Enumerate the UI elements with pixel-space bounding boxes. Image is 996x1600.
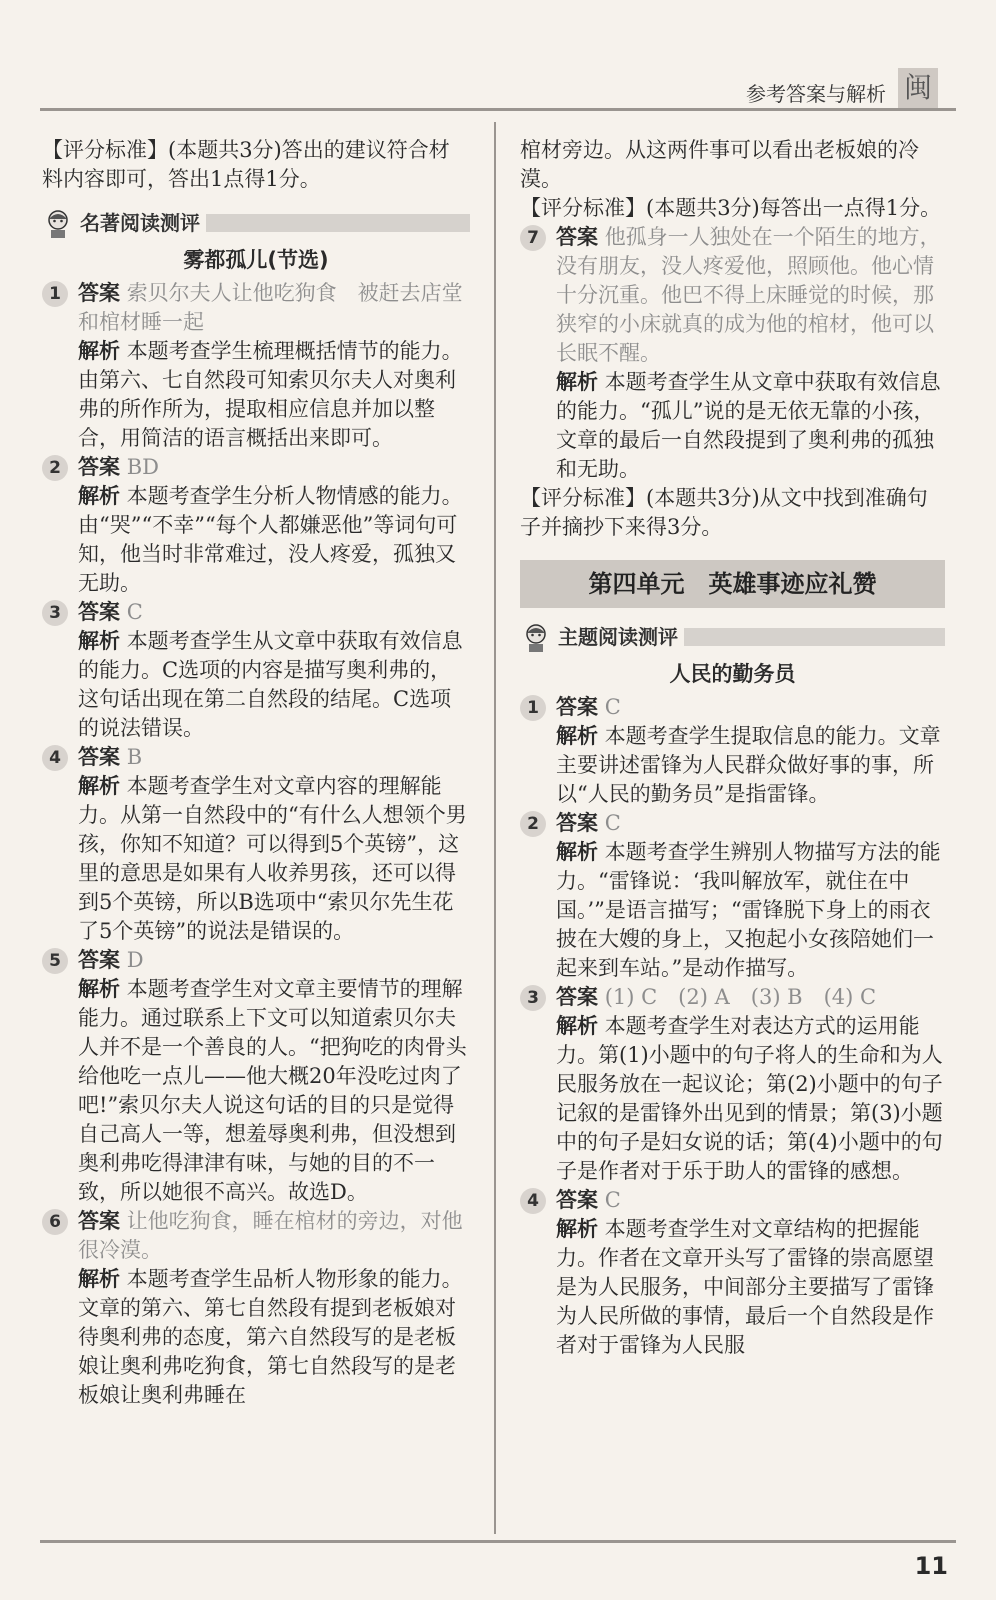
section-header [520, 620, 945, 654]
page-header [0, 0, 996, 120]
answer-label: 答案 [78, 281, 120, 305]
answer-text: C [604, 811, 621, 835]
question-item [520, 1186, 945, 1360]
footer-rule [40, 1540, 956, 1543]
analysis-label: 解析 [556, 1217, 598, 1241]
left-column [42, 136, 470, 1410]
region-badge: 闽 [898, 68, 938, 108]
section-title: 名著阅读测评 [80, 210, 200, 235]
answer-label: 答案 [78, 1209, 120, 1233]
page-number: 11 [914, 1552, 948, 1580]
question-item [42, 743, 470, 946]
question-item [42, 279, 470, 453]
analysis-text: 本题考查学生分析人物情感的能力。由“哭”“不幸”“每个人都嫌恶他”等词句可知，他当时非常难过，没人疼爱，孤独又无助。 [78, 484, 463, 595]
analysis-text: 本题考查学生提取信息的能力。文章主要讲述雷锋为人民群众做好事的事，所以“人民的勤务员”是指雷锋。 [556, 724, 941, 806]
answer-text: 他孤身一人独处在一个陌生的地方，没有朋友，没人疼爱他，照顾他。他心情十分沉重。他巴不得上床睡觉的时候，那狭窄的小床就真的成为他的棺材，他可以长眠不醒。 [556, 225, 941, 365]
answer-label: 答案 [78, 948, 120, 972]
question-item [42, 946, 470, 1207]
analysis-label: 解析 [78, 977, 120, 1001]
answer-text: C [604, 1188, 621, 1212]
analysis-text: 本题考查学生从文章中获取有效信息的能力。C选项的内容是描写奥利弗的，这句话出现在第二自然段的结尾。C选项的说法错误。 [78, 629, 463, 740]
unit-banner [520, 560, 945, 608]
answer-text: 索贝尔夫人让他吃狗食 被赶去店堂和棺材睡一起 [78, 281, 463, 334]
analysis-label: 解析 [78, 629, 120, 653]
answer-label: 答案 [556, 1188, 598, 1212]
analysis-label: 解析 [78, 1267, 120, 1291]
question-number: 4 [42, 745, 68, 771]
analysis-text: 本题考查学生对文章内容的理解能力。从第一自然段中的“有什么人想领个男孩，你知不知道？可以得到5个英镑”，这里的意思是如果有人收养男孩，还可以得到5个英镑，所以B选项中“索贝尔先生花了5个英镑”的说法是错误的。 [78, 774, 467, 943]
answer-label: 答案 [556, 695, 598, 719]
continued-analysis: 棺材旁边。从这两件事可以看出老板娘的冷漠。 [520, 138, 919, 191]
right-column [520, 136, 945, 1360]
section-bar [684, 628, 945, 646]
question-number: 1 [520, 695, 546, 721]
answer-text: BD [126, 455, 159, 479]
analysis-label: 解析 [78, 774, 120, 798]
answer-label: 答案 [78, 455, 120, 479]
analysis-label: 解析 [556, 724, 598, 748]
header-rule [40, 108, 956, 111]
column-divider [494, 122, 496, 1534]
answer-label: 答案 [556, 985, 598, 1009]
question-item [520, 983, 945, 1186]
question-number: 1 [42, 281, 68, 307]
question-number: 4 [520, 1188, 546, 1214]
unit-number: 第四单元 [588, 570, 685, 598]
analysis-text: 本题考查学生从文章中获取有效信息的能力。“孤儿”说的是无依无靠的小孩，文章的最后一自然段提到了奥利弗的孤独和无助。 [556, 370, 941, 481]
section-title: 主题阅读测评 [558, 624, 678, 649]
analysis-text: 本题考查学生梳理概括情节的能力。由第六、七自然段可知索贝尔夫人对奥利弗的所作所为，提取相应信息并加以整合，用简洁的语言概括出来即可。 [78, 339, 463, 450]
analysis-label: 解析 [78, 339, 120, 363]
analysis-label: 解析 [556, 840, 598, 864]
analysis-label: 解析 [556, 370, 598, 394]
answer-text: C [604, 695, 621, 719]
scoring-standard: 【评分标准】(本题共3分)从文中找到准确句子并摘抄下来得3分。 [520, 486, 928, 539]
unit-theme: 英雄事迹应礼赞 [708, 570, 877, 598]
question-number: 2 [520, 811, 546, 837]
answer-label: 答案 [78, 745, 120, 769]
question-item [42, 453, 470, 598]
answer-text: 让他吃狗食，睡在棺材的旁边，对他很冷漠。 [78, 1209, 463, 1262]
piece-title: 人民的勤务员 [669, 662, 796, 686]
question-item [520, 809, 945, 983]
analysis-text: 本题考查学生辨别人物描写方法的能力。“雷锋说：‘我叫解放军，就住在中国。’”是语言描写；“雷锋脱下身上的雨衣披在大嫂的身上，又抱起小女孩陪她们一起来到车站。”是动作描写。 [556, 840, 941, 980]
answer-text: C [126, 600, 143, 624]
scoring-standard: 【评分标准】(本题共3分)每答出一点得1分。 [520, 196, 942, 220]
analysis-label: 解析 [78, 484, 120, 508]
reader-avatar-icon [520, 621, 552, 653]
question-number: 7 [520, 225, 546, 251]
answer-text: D [126, 948, 144, 972]
answer-label: 答案 [78, 600, 120, 624]
piece-title: 雾都孤儿(节选) [183, 248, 329, 272]
section-header [42, 206, 470, 240]
header-title: 参考答案与解析 [746, 82, 886, 106]
question-item [42, 598, 470, 743]
answer-text: (1) C (2) A (3) B (4) C [604, 985, 877, 1009]
question-number: 6 [42, 1209, 68, 1235]
answer-label: 答案 [556, 225, 598, 249]
question-number: 2 [42, 455, 68, 481]
question-item [520, 223, 945, 484]
scoring-standard: 【评分标准】(本题共3分)答出的建议符合材料内容即可，答出1点得1分。 [42, 138, 450, 191]
analysis-text: 本题考查学生对表达方式的运用能力。第(1)小题中的句子将人的生命和为人民服务放在一起议论；第(2)小题中的句子记叙的是雷锋外出见到的情景；第(3)小题中的句子是妇女说的话；第(4)小题中的句子是作者对于乐于助人的雷锋的感想。 [556, 1014, 943, 1183]
question-item [520, 693, 945, 809]
question-number: 3 [520, 985, 546, 1011]
question-item [42, 1207, 470, 1410]
question-number: 5 [42, 948, 68, 974]
analysis-text: 本题考查学生品析人物形象的能力。文章的第六、第七自然段有提到老板娘对待奥利弗的态度，第六自然段写的是老板娘让奥利弗吃狗食，第七自然段写的是老板娘让奥利弗睡在 [78, 1267, 463, 1407]
answer-text: B [126, 745, 143, 769]
answer-label: 答案 [556, 811, 598, 835]
analysis-text: 本题考查学生对文章主要情节的理解能力。通过联系上下文可以知道索贝尔夫人并不是一个善良的人。“把狗吃的肉骨头给他吃一点儿——他大概20年没吃过肉了吧!”索贝尔夫人说这句话的目的只是觉得自己高人一等，想羞辱奥利弗，但没想到奥利弗吃得津津有味，与她的目的不一致，所以她很不高兴。故选D。 [78, 977, 467, 1204]
section-bar [206, 214, 470, 232]
analysis-label: 解析 [556, 1014, 598, 1038]
reader-avatar-icon [42, 207, 74, 239]
question-number: 3 [42, 600, 68, 626]
analysis-text: 本题考查学生对文章结构的把握能力。作者在文章开头写了雷锋的崇高愿望是为人民服务，中间部分主要描写了雷锋为人民所做的事情，最后一个自然段是作者对于雷锋为人民服 [556, 1217, 934, 1357]
